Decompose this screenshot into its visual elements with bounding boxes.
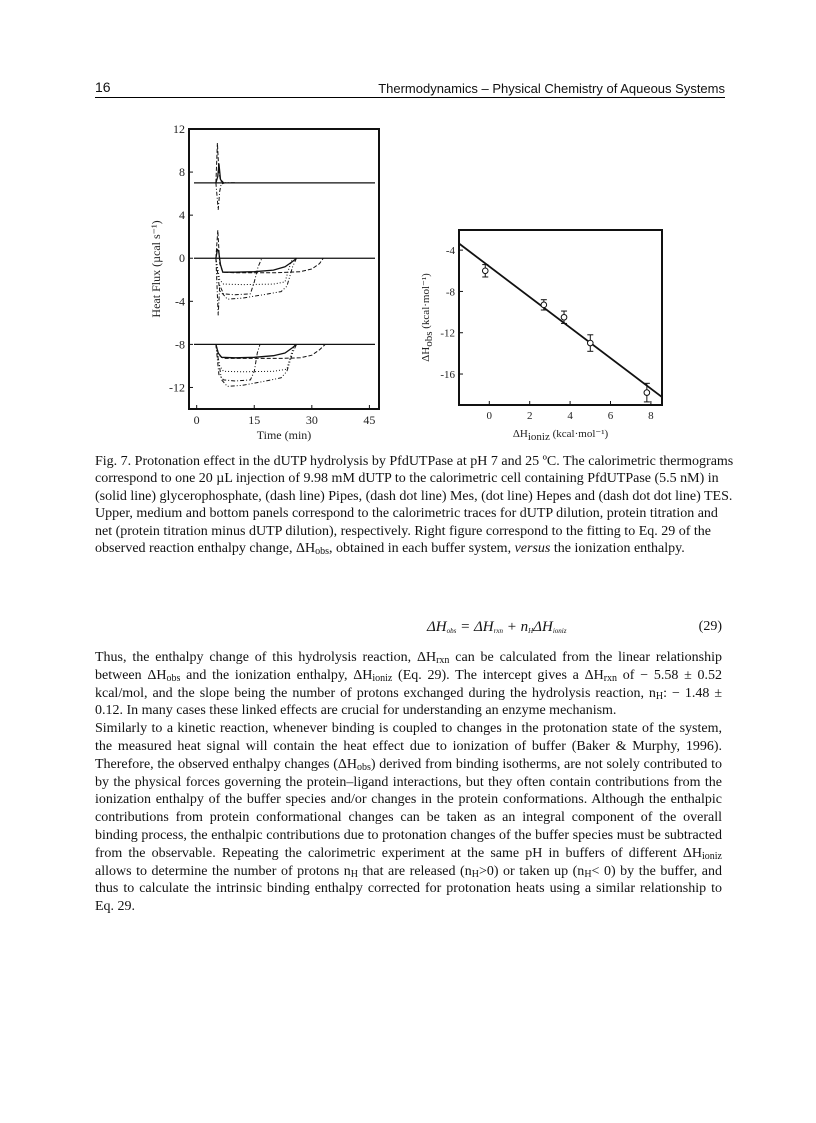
- subscript-text: obs: [166, 672, 181, 684]
- text-run: Similarly to a kinetic reaction, whenever binding is coupled to changes in the protonation state of the system, the measured heat signal will contain the heat effect due to ionization of buffer (Baker & Murphy, 1996). Therefore, the observed enthalpy changes (ΔH: [95, 721, 722, 772]
- y-tick-label: 0: [179, 251, 185, 266]
- text-run: = ΔH: [456, 619, 494, 635]
- data-point: [644, 390, 650, 396]
- subscript-text: ioniz: [702, 850, 722, 862]
- subscript-text: H: [528, 627, 534, 635]
- x-tick-label: 45: [363, 413, 376, 427]
- trace-glycerophosphate: [216, 344, 297, 357]
- plot-frame: [459, 230, 662, 405]
- trace-mes: [216, 344, 260, 381]
- figure-caption: [95, 453, 735, 557]
- x-tick-label: 0: [486, 410, 493, 422]
- y-axis-label: Heat Flux (µcal s⁻¹): [149, 220, 163, 318]
- text-run: Fig. 7. Protonation effect in the dUTP hydrolysis by PfdUTPase at pH 7 and 25 ºC. The calorimetric thermograms correspond to one 20 µL injection of 9.98 mM dUTP to the calorimetric cell containing PfdUTPase (5.5 nM) in (solid line) glycerophosphate, (dash line) Pipes, (dash dot line) Mes, (dot line) Hepes and (dash dot dot line) TES. Upper, medium and bottom panels correspond to the calorimetric traces for dUTP dilution, protein titration and net (protein titration minus dUTP dilution), respectively. Right figure correspond to the fitting to Eq. 29 of the observed reaction enthalpy change, ΔH: [95, 454, 734, 557]
- y-axis-label: [420, 273, 435, 362]
- trace-pipes: [216, 230, 323, 273]
- enthalpy-fit-chart: [405, 220, 685, 450]
- x-tick-label: 15: [248, 413, 261, 427]
- text-run: versus: [514, 541, 551, 557]
- x-axis-label: [513, 428, 609, 443]
- text-run: allows to determine the number of protons n: [95, 863, 351, 879]
- data-point: [541, 302, 547, 308]
- subscript-text: H: [655, 690, 664, 702]
- body-text: [95, 649, 722, 916]
- text-run: can be calculated from the linear relationship between ΔH: [95, 650, 722, 683]
- y-tick-label: -12: [169, 380, 185, 395]
- trace-glycerophosphate: [216, 250, 297, 273]
- data-point: [587, 340, 593, 346]
- equation-29: [95, 619, 722, 639]
- subscript-text: obs: [356, 761, 371, 773]
- trace-tes: [216, 258, 297, 299]
- running-header: [95, 79, 725, 98]
- heat-flux-chart: [130, 115, 400, 450]
- text-run: of − 5.58 ± 0.52 kcal/mol, and the slope being the number of protons exchanged during the hydrolysis reaction, n: [95, 667, 722, 701]
- y-tick-label: -12: [440, 327, 455, 340]
- subscript-text: H: [350, 868, 358, 880]
- y-tick-label: 12: [173, 122, 185, 136]
- text-run: and the ionization enthalpy, ΔH: [180, 667, 373, 683]
- subscript-text: ioniz: [552, 627, 567, 635]
- text-run: (Eq. 29). The intercept gives a ΔH: [392, 667, 604, 683]
- subscript-text: H: [471, 868, 479, 880]
- trace-glycerophosphate: [216, 164, 224, 183]
- text-run: the ionization enthalpy.: [550, 541, 685, 557]
- x-tick-label: 8: [648, 410, 654, 422]
- label-part: ioniz: [527, 431, 550, 443]
- trace-mes: [216, 183, 235, 210]
- y-tick-label: -8: [175, 337, 185, 352]
- data-point: [482, 268, 488, 274]
- text-run: + n: [502, 619, 529, 635]
- subscript-text: rxn: [603, 672, 618, 684]
- paragraph: [95, 720, 722, 916]
- data-point: [561, 314, 567, 320]
- text-run: >0) or taken up (n: [478, 863, 585, 879]
- y-tick-label: -8: [445, 286, 455, 299]
- paragraph: [95, 649, 722, 720]
- x-tick-label: 0: [193, 413, 200, 427]
- label-part: ΔH: [512, 428, 528, 440]
- subscript-text: obs: [315, 546, 329, 558]
- text-run: ΔH: [533, 619, 553, 635]
- trace-mes: [216, 258, 262, 315]
- text-run: < 0) by the buffer, and thus to calculate the intrinsic binding enthalpy corrected for protonation heats using a similar relationship to Eq. 29.: [95, 863, 723, 915]
- x-tick-label: 6: [607, 410, 614, 422]
- text-run: Thus, the enthalpy change of this hydrolysis reaction, ΔH: [95, 650, 437, 665]
- y-tick-label: -16: [440, 369, 455, 382]
- x-axis-label: Time (min): [256, 428, 312, 442]
- subscript-text: H: [584, 868, 592, 880]
- text-run: ) derived from binding isotherms, are not solely contributed to by the physical forces governing the protein–ligand interactions, but they often contain contributions from the ionization enthalpy of the buffer species and/or changes in the protein conformations. Although the enthalpic contributions from protein conformational changes can be taken as an integral component of the overall binding process, the enthalpic contributions due to protonation changes of the buffer species must be subtracted from the observable. Repeating the calorimetric experiment at the same pH in buffers of different ΔH: [95, 756, 722, 861]
- subscript-text: obs: [446, 627, 457, 635]
- plot-frame: [189, 129, 379, 409]
- y-tick-label: -4: [445, 245, 455, 258]
- y-tick-label: -4: [175, 294, 185, 309]
- fit-line: [459, 244, 662, 398]
- text-run: that are released (n: [357, 863, 472, 879]
- label-part: (kcal·mol⁻¹): [420, 273, 432, 332]
- page-number: 16: [95, 79, 111, 95]
- label-part: obs: [423, 331, 435, 347]
- subscript-text: rxn: [436, 655, 450, 666]
- subscript-text: rxn: [493, 627, 503, 635]
- trace-tes: [216, 344, 297, 386]
- x-tick-label: 30: [305, 413, 318, 427]
- y-tick-label: 8: [179, 165, 185, 180]
- y-tick-label: 4: [179, 208, 185, 223]
- x-tick-label: 4: [567, 410, 573, 422]
- text-run: : − 1.48 ± 0.12. In many cases these linked effects are crucial for understanding an enzyme mechanism.: [95, 685, 723, 719]
- equation-formula: [427, 619, 566, 636]
- subscript-text: ioniz: [372, 672, 393, 684]
- equation-number: (29): [698, 619, 722, 634]
- running-title: Thermodynamics – Physical Chemistry of Aqueous Systems: [378, 81, 725, 96]
- text-run: ΔH: [427, 619, 447, 635]
- label-part: ΔH: [420, 346, 432, 362]
- text-run: , obtained in each buffer system,: [329, 541, 515, 557]
- x-tick-label: 2: [526, 410, 533, 422]
- label-part: (kcal·mol⁻¹): [549, 428, 609, 440]
